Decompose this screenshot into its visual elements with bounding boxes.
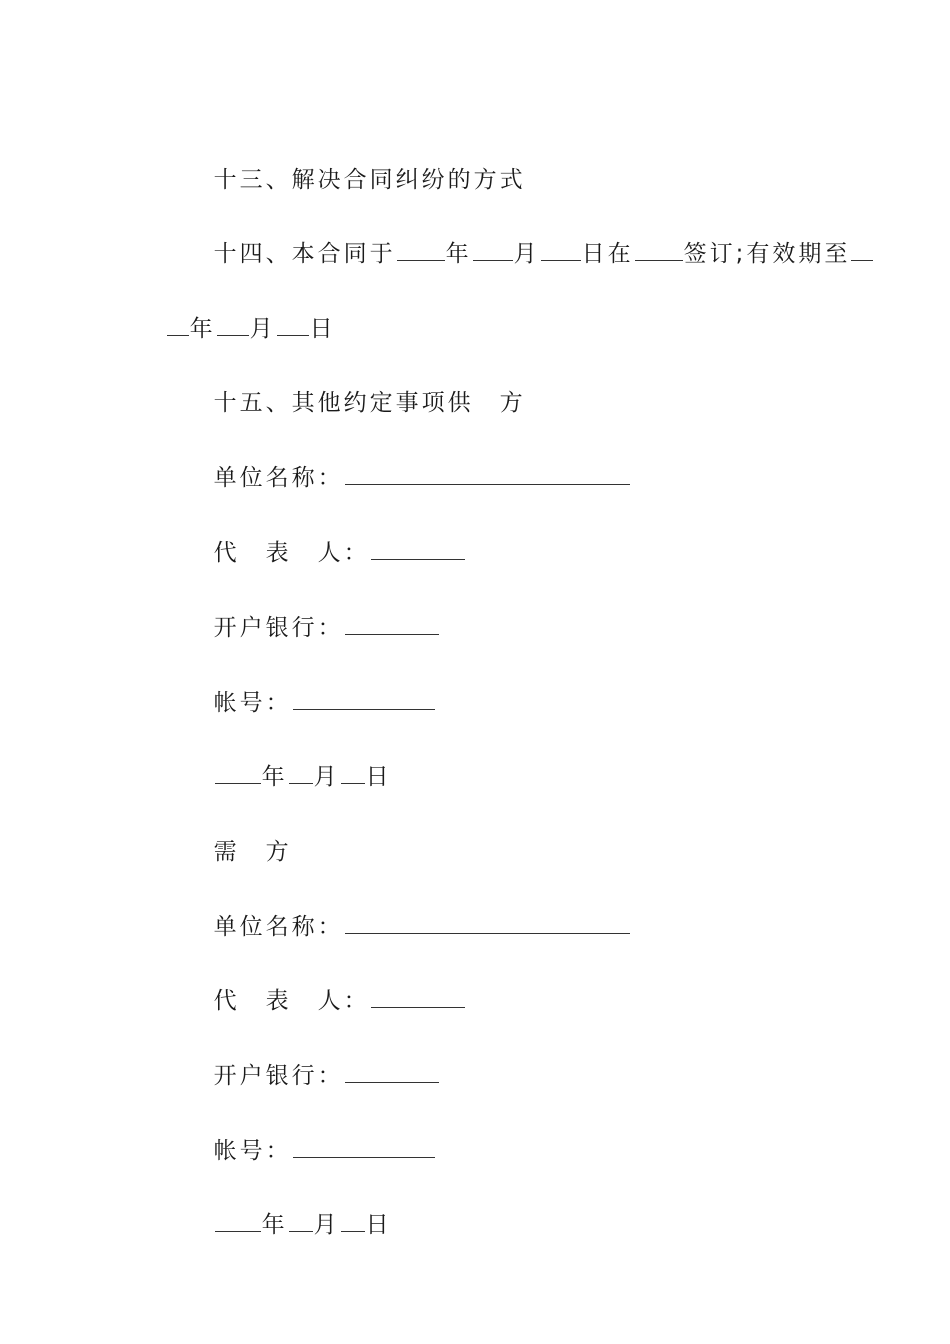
supplier-bank-field[interactable] (345, 614, 439, 635)
year-blank[interactable] (397, 240, 445, 261)
buyer-unit-name-row (193, 885, 631, 941)
supplier-bank-label: 开户银行： (213, 615, 344, 641)
clause-14 (193, 212, 874, 268)
expiry-year-label: 年 (189, 316, 216, 342)
supplier-bank-row (193, 586, 440, 642)
supplier-account-label: 帐号： (213, 690, 292, 716)
buyer-month-field[interactable] (289, 1211, 313, 1232)
buyer-heading-text: 需 方 (213, 839, 292, 865)
buyer-date-row (193, 1183, 392, 1239)
supplier-unit-name-field[interactable] (345, 464, 630, 485)
buyer-account-row (193, 1109, 436, 1165)
buyer-day-field[interactable] (341, 1211, 365, 1232)
expiry-blank-end[interactable] (167, 315, 189, 336)
buyer-year-field[interactable] (215, 1211, 261, 1232)
clause-13 (193, 138, 526, 194)
day-blank[interactable] (541, 240, 581, 261)
supplier-month-label: 月 (313, 764, 340, 790)
clause-13-text: 十三、解决合同纠纷的方式 (213, 167, 526, 193)
supplier-account-field[interactable] (293, 689, 435, 710)
day-at-label: 日在 (581, 241, 634, 267)
buyer-unit-name-field[interactable] (345, 913, 630, 934)
place-blank[interactable] (635, 240, 683, 261)
clause-14-intro: 十四、本合同于 (213, 241, 396, 267)
buyer-day-label: 日 (365, 1212, 392, 1238)
supplier-representative-label: 代 表 人： (213, 540, 370, 566)
supplier-account-row (193, 661, 436, 717)
month-label: 月 (513, 241, 540, 267)
buyer-representative-field[interactable] (371, 987, 465, 1008)
year-label: 年 (445, 241, 472, 267)
buyer-representative-label: 代 表 人： (213, 988, 370, 1014)
buyer-bank-row (193, 1034, 440, 1090)
supplier-representative-row (193, 511, 466, 567)
buyer-representative-row (193, 959, 466, 1015)
supplier-unit-name-label: 单位名称： (213, 465, 344, 491)
supplier-year-label: 年 (261, 764, 288, 790)
expiry-month-blank[interactable] (217, 315, 249, 336)
supplier-day-field[interactable] (341, 763, 365, 784)
buyer-bank-field[interactable] (345, 1062, 439, 1083)
supplier-day-label: 日 (365, 764, 392, 790)
supplier-month-field[interactable] (289, 763, 313, 784)
buyer-bank-label: 开户银行： (213, 1063, 344, 1089)
clause-15 (193, 361, 526, 417)
month-blank[interactable] (473, 240, 513, 261)
expiry-month-label: 月 (249, 316, 276, 342)
expiry-blank-start[interactable] (851, 240, 873, 261)
expiry-day-blank[interactable] (277, 315, 309, 336)
buyer-account-label: 帐号： (213, 1138, 292, 1164)
supplier-year-field[interactable] (215, 763, 261, 784)
supplier-representative-field[interactable] (371, 539, 465, 560)
buyer-year-label: 年 (261, 1212, 288, 1238)
buyer-account-field[interactable] (293, 1137, 435, 1158)
clause-15-text: 十五、其他约定事项供 方 (213, 390, 526, 416)
supplier-date-row (193, 735, 392, 791)
clause-14-continued (145, 287, 336, 343)
buyer-month-label: 月 (313, 1212, 340, 1238)
buyer-unit-name-label: 单位名称： (213, 914, 344, 940)
supplier-unit-name-row (193, 436, 631, 492)
signed-label: 签订;有效期至 (683, 241, 851, 267)
expiry-day-label: 日 (309, 316, 336, 342)
buyer-heading (193, 810, 292, 866)
